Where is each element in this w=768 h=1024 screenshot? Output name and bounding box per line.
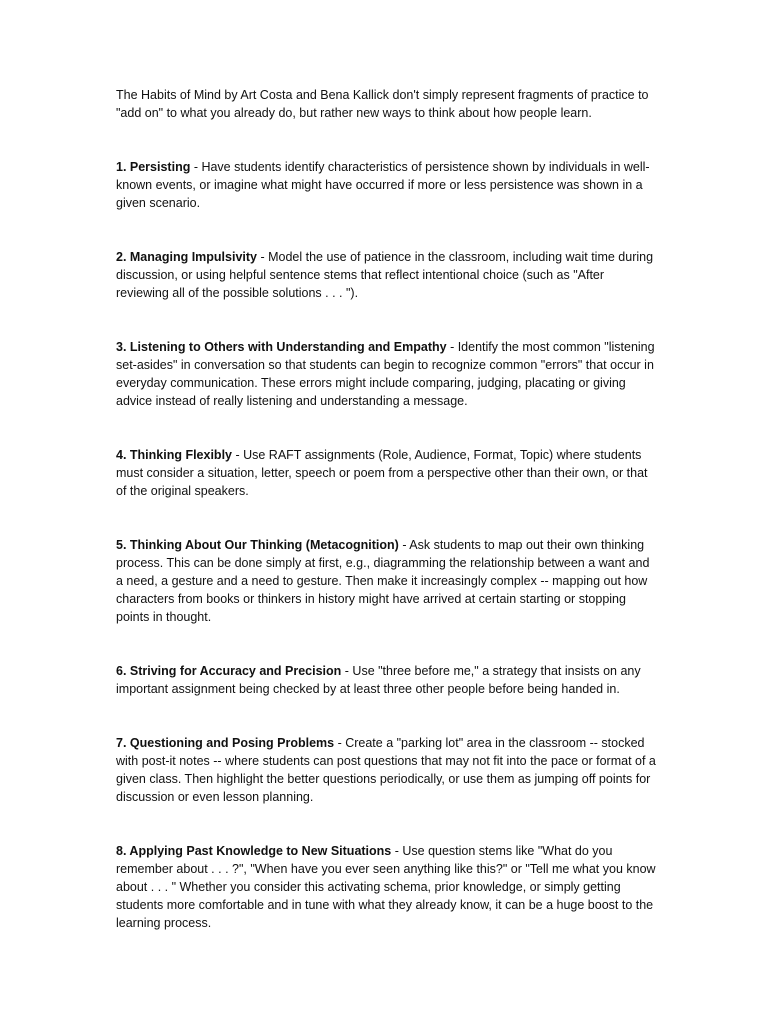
- habit-title: 7. Questioning and Posing Problems: [116, 736, 335, 750]
- habit-thinking-flexibly: [116, 446, 656, 500]
- habit-title: 3. Listening to Others with Understanding and Empathy: [116, 340, 447, 354]
- habit-accuracy-precision: [116, 662, 656, 698]
- habit-text: - Have students identify characteristics of persistence shown by individuals in well-known events, or imagine what might have occurred if more or less persistence was shown in a given scenario.: [116, 160, 650, 210]
- intro-paragraph: The Habits of Mind by Art Costa and Bena Kallick don't simply represent fragments of practice to "add on" to what you already do, but rather new ways to think about how people learn.: [116, 88, 649, 120]
- habit-text: - Create a "parking lot" area in the classroom -- stocked with post-it notes -- where students can post questions that may not fit into the pace or format of a given class. Then highlight the better questions periodically, or use them as jumping off points for discussion or even lesson planning.: [116, 736, 656, 804]
- habit-text: - Use "three before me," a strategy that insists on any important assignment being checked by at least three other people before being handed in.: [116, 664, 641, 696]
- habit-title: 8. Applying Past Knowledge to New Situations: [116, 844, 392, 858]
- habit-questioning: [116, 734, 656, 806]
- habit-title: 6. Striving for Accuracy and Precision: [116, 664, 342, 678]
- habit-title: 2. Managing Impulsivity: [116, 250, 257, 264]
- habit-managing-impulsivity: [116, 248, 656, 302]
- habit-text: - Ask students to map out their own thinking process. This can be done simply at first, e.g., diagramming the relationship between a want and a need, a gesture and a need to gesture. Then make it increasingly complex -- mapping out how characters from books or thinkers in history might have arrived at certain starting or stopping points in thought.: [116, 538, 650, 624]
- habit-text: - Use question stems like "What do you remember about . . . ?", "When have you ever seen anything like this?" or "Tell me what you know about . . . " Whether you consider this activating schema, prior knowledge, or simply getting students more comfortable and in tune with what they already know, it can be a huge boost to the learning process.: [116, 844, 656, 930]
- habit-persisting: [116, 158, 656, 212]
- habit-text: - Use RAFT assignments (Role, Audience, Format, Topic) where students must consider a situation, letter, speech or poem from a perspective other than their own, or that of the original speakers.: [116, 448, 648, 498]
- habit-past-knowledge: [116, 842, 656, 932]
- habit-text: - Identify the most common "listening set-asides" in conversation so that students can begin to recognize common "errors" that occur in everyday communication. These errors might include comparing, judging, placating or giving advice instead of really listening and understanding a message.: [116, 340, 655, 408]
- habit-title: 4. Thinking Flexibly: [116, 448, 232, 462]
- document-page: [116, 86, 656, 968]
- habit-metacognition: [116, 536, 656, 626]
- habit-text: - Model the use of patience in the classroom, including wait time during discussion, or using helpful sentence stems that reflect intentional choice (such as "After reviewing all of the possible solutions . . . ").: [116, 250, 654, 300]
- habit-title: 1. Persisting: [116, 160, 191, 174]
- habit-listening: [116, 338, 656, 410]
- habit-title: 5. Thinking About Our Thinking (Metacognition): [116, 538, 399, 552]
